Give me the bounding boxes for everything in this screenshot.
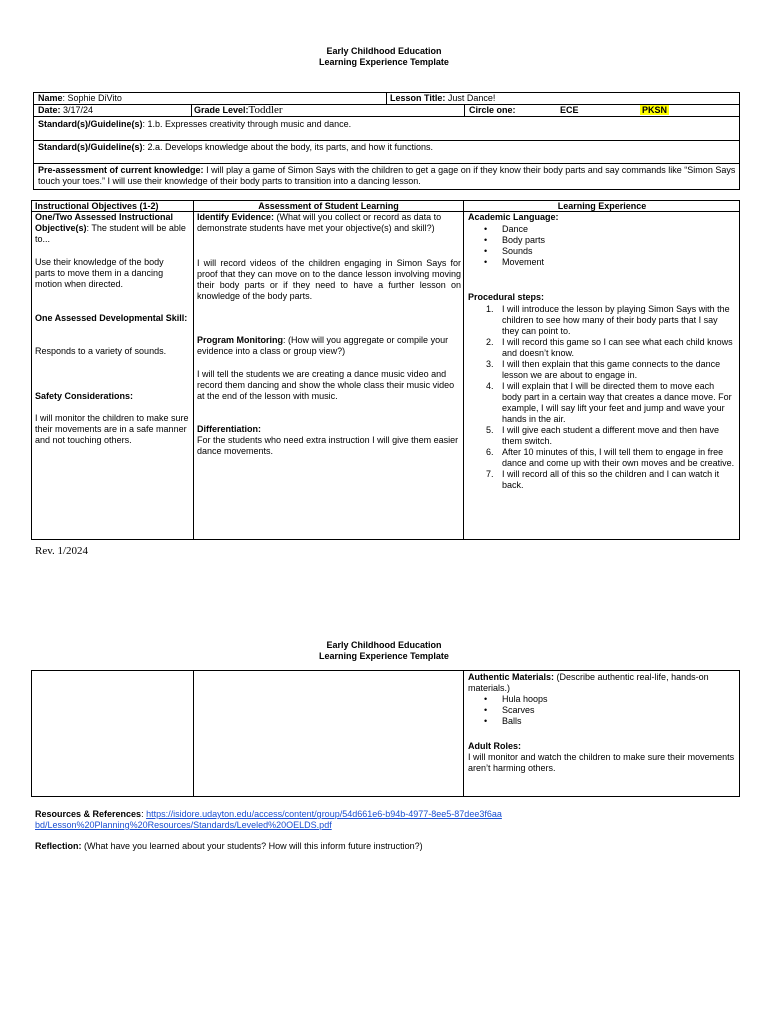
circle-option-pksn: PKSN: [642, 105, 668, 115]
grade-level-field: Grade Level:Toddler: [194, 104, 283, 116]
page1-header-line2: Learning Experience Template: [319, 57, 449, 67]
procedural-step: 3. I will then explain that this game connects to the dance lesson we are about to engage in.: [486, 359, 721, 380]
developmental-skill-label: One Assessed Developmental Skill:: [35, 313, 188, 323]
page2-header-line1: Early Childhood Education: [326, 640, 442, 650]
page2-header-line2: Learning Experience Template: [319, 651, 449, 661]
name-field: Name: Sophie DiVito: [38, 93, 122, 103]
page1-header-line1: Early Childhood Education: [326, 46, 442, 56]
procedural-step: 5. I will give each student a different move and then have them switch.: [486, 425, 719, 446]
safety-label: Safety Considerations:: [35, 391, 134, 401]
academic-language-item: • Sounds: [468, 246, 736, 257]
procedural-step: 6. After 10 minutes of this, I will tell them to engage in free dance and come up with their own moves and be creative.: [486, 447, 735, 468]
authentic-materials-list: [468, 694, 736, 727]
academic-language-item: • Body parts: [468, 235, 736, 246]
col-header-assessment: Assessment of Student Learning: [258, 201, 399, 211]
pre-assessment: Pre-assessment of current knowledge: I will play a game of Simon Says with the children to get a gage on if they know their body parts and say commands like “Simon Says touch your toes.” I will use their knowledge of their body parts to transition into a dancing lesson.: [38, 165, 736, 186]
revision-footer: Rev. 1/2024: [35, 545, 89, 557]
identify-evidence-text: I will record videos of the children engaging in Simon Says for proof that they can move on to the dance lesson involving moving their body parts or if they need to have a further lesson on knowledge of the body parts.: [197, 258, 461, 301]
academic-language-item: • Dance: [468, 224, 736, 235]
procedural-step: 1. I will introduce the lesson by playing Simon Says with the children to see how many of their body parts that I say they can point to.: [486, 304, 730, 336]
circle-one-label: Circle one:: [469, 105, 516, 115]
program-monitoring-prompt: Program Monitoring: (How will you aggregate or compile your evidence into a class or group view?): [197, 335, 449, 356]
circle-option-ece: ECE: [560, 105, 579, 115]
objective-text: Use their knowledge of the body parts to move them in a dancing motion when directed.: [35, 257, 164, 289]
material-item: • Scarves: [468, 705, 736, 716]
adult-roles-label: Adult Roles:: [468, 741, 521, 751]
identify-evidence-prompt: Identify Evidence: (What will you collect or record as data to demonstrate students have met your objective(s) and skill?): [197, 212, 442, 233]
reflection: Reflection: (What have you learned about your students? How will this inform future instruction?): [35, 841, 423, 851]
lesson-title-field: Lesson Title: Just Dance!: [390, 93, 496, 103]
standard-1: Standard(s)/Guideline(s): 1.b. Expresses creativity through music and dance.: [38, 119, 352, 129]
academic-language-label: Academic Language:: [468, 212, 559, 222]
procedural-step: 7. I will record all of this so the children and I can watch it back.: [486, 469, 720, 490]
standard-2: Standard(s)/Guideline(s): 2.a. Develops knowledge about the body, its parts, and how it functions.: [38, 142, 434, 152]
safety-text: I will monitor the children to make sure their movements are in a safe manner and not touching others.: [35, 413, 189, 445]
resources-link[interactable]: https://isidore.udayton.edu/access/content/group/54d661e6-b94b-4977-8ee5-87dee3f6aabd/Lesson%20Planning%20Resources/Standards/Leveled%20OELDS.pdf: [35, 809, 502, 830]
authentic-materials-prompt: Authentic Materials: (Describe authentic real-life, hands-on materials.): [468, 672, 709, 693]
date-field: Date: 3/17/24: [38, 105, 94, 115]
academic-language-list: [468, 224, 736, 268]
procedural-step: 2. I will record this game so I can see what each child knows and doesn’t know.: [486, 337, 733, 358]
material-item: • Balls: [468, 716, 736, 727]
program-monitoring-text: I will tell the students we are creating a dance music video and record them dancing and show the whole class their music video at the end of the lesson with music.: [197, 369, 455, 401]
objective-prompt: One/Two Assessed Instructional Objective(s): The student will be able to...: [35, 212, 186, 244]
resources-references: Resources & References: https://isidore.udayton.edu/access/content/group/54d661e6-b94b-4977-8ee5-87dee3f6aabd/Lesson%20Planning%20Resources/Standards/Leveled%20OELDS.pdf: [35, 809, 502, 830]
material-item: • Hula hoops: [468, 694, 736, 705]
procedural-steps-list: [468, 304, 736, 491]
procedural-steps-label: Procedural steps:: [468, 292, 545, 302]
adult-roles-text: I will monitor and watch the children to make sure their movements aren’t harming others.: [468, 752, 735, 773]
col-header-objectives: Instructional Objectives (1-2): [35, 201, 159, 211]
differentiation-text: For the students who need extra instruction I will give them easier dance movements.: [197, 435, 459, 456]
differentiation-label: Differentiation:: [197, 424, 261, 434]
procedural-step: 4. I will explain that I will be directed them to move each body part in a certain way that creates a dance move. For example, I will say lift your feet and jump and wave your hands in the air.: [486, 381, 732, 424]
developmental-skill-text: Responds to a variety of sounds.: [35, 346, 167, 356]
col-header-learning-experience: Learning Experience: [557, 201, 647, 211]
academic-language-item: • Movement: [468, 257, 736, 268]
